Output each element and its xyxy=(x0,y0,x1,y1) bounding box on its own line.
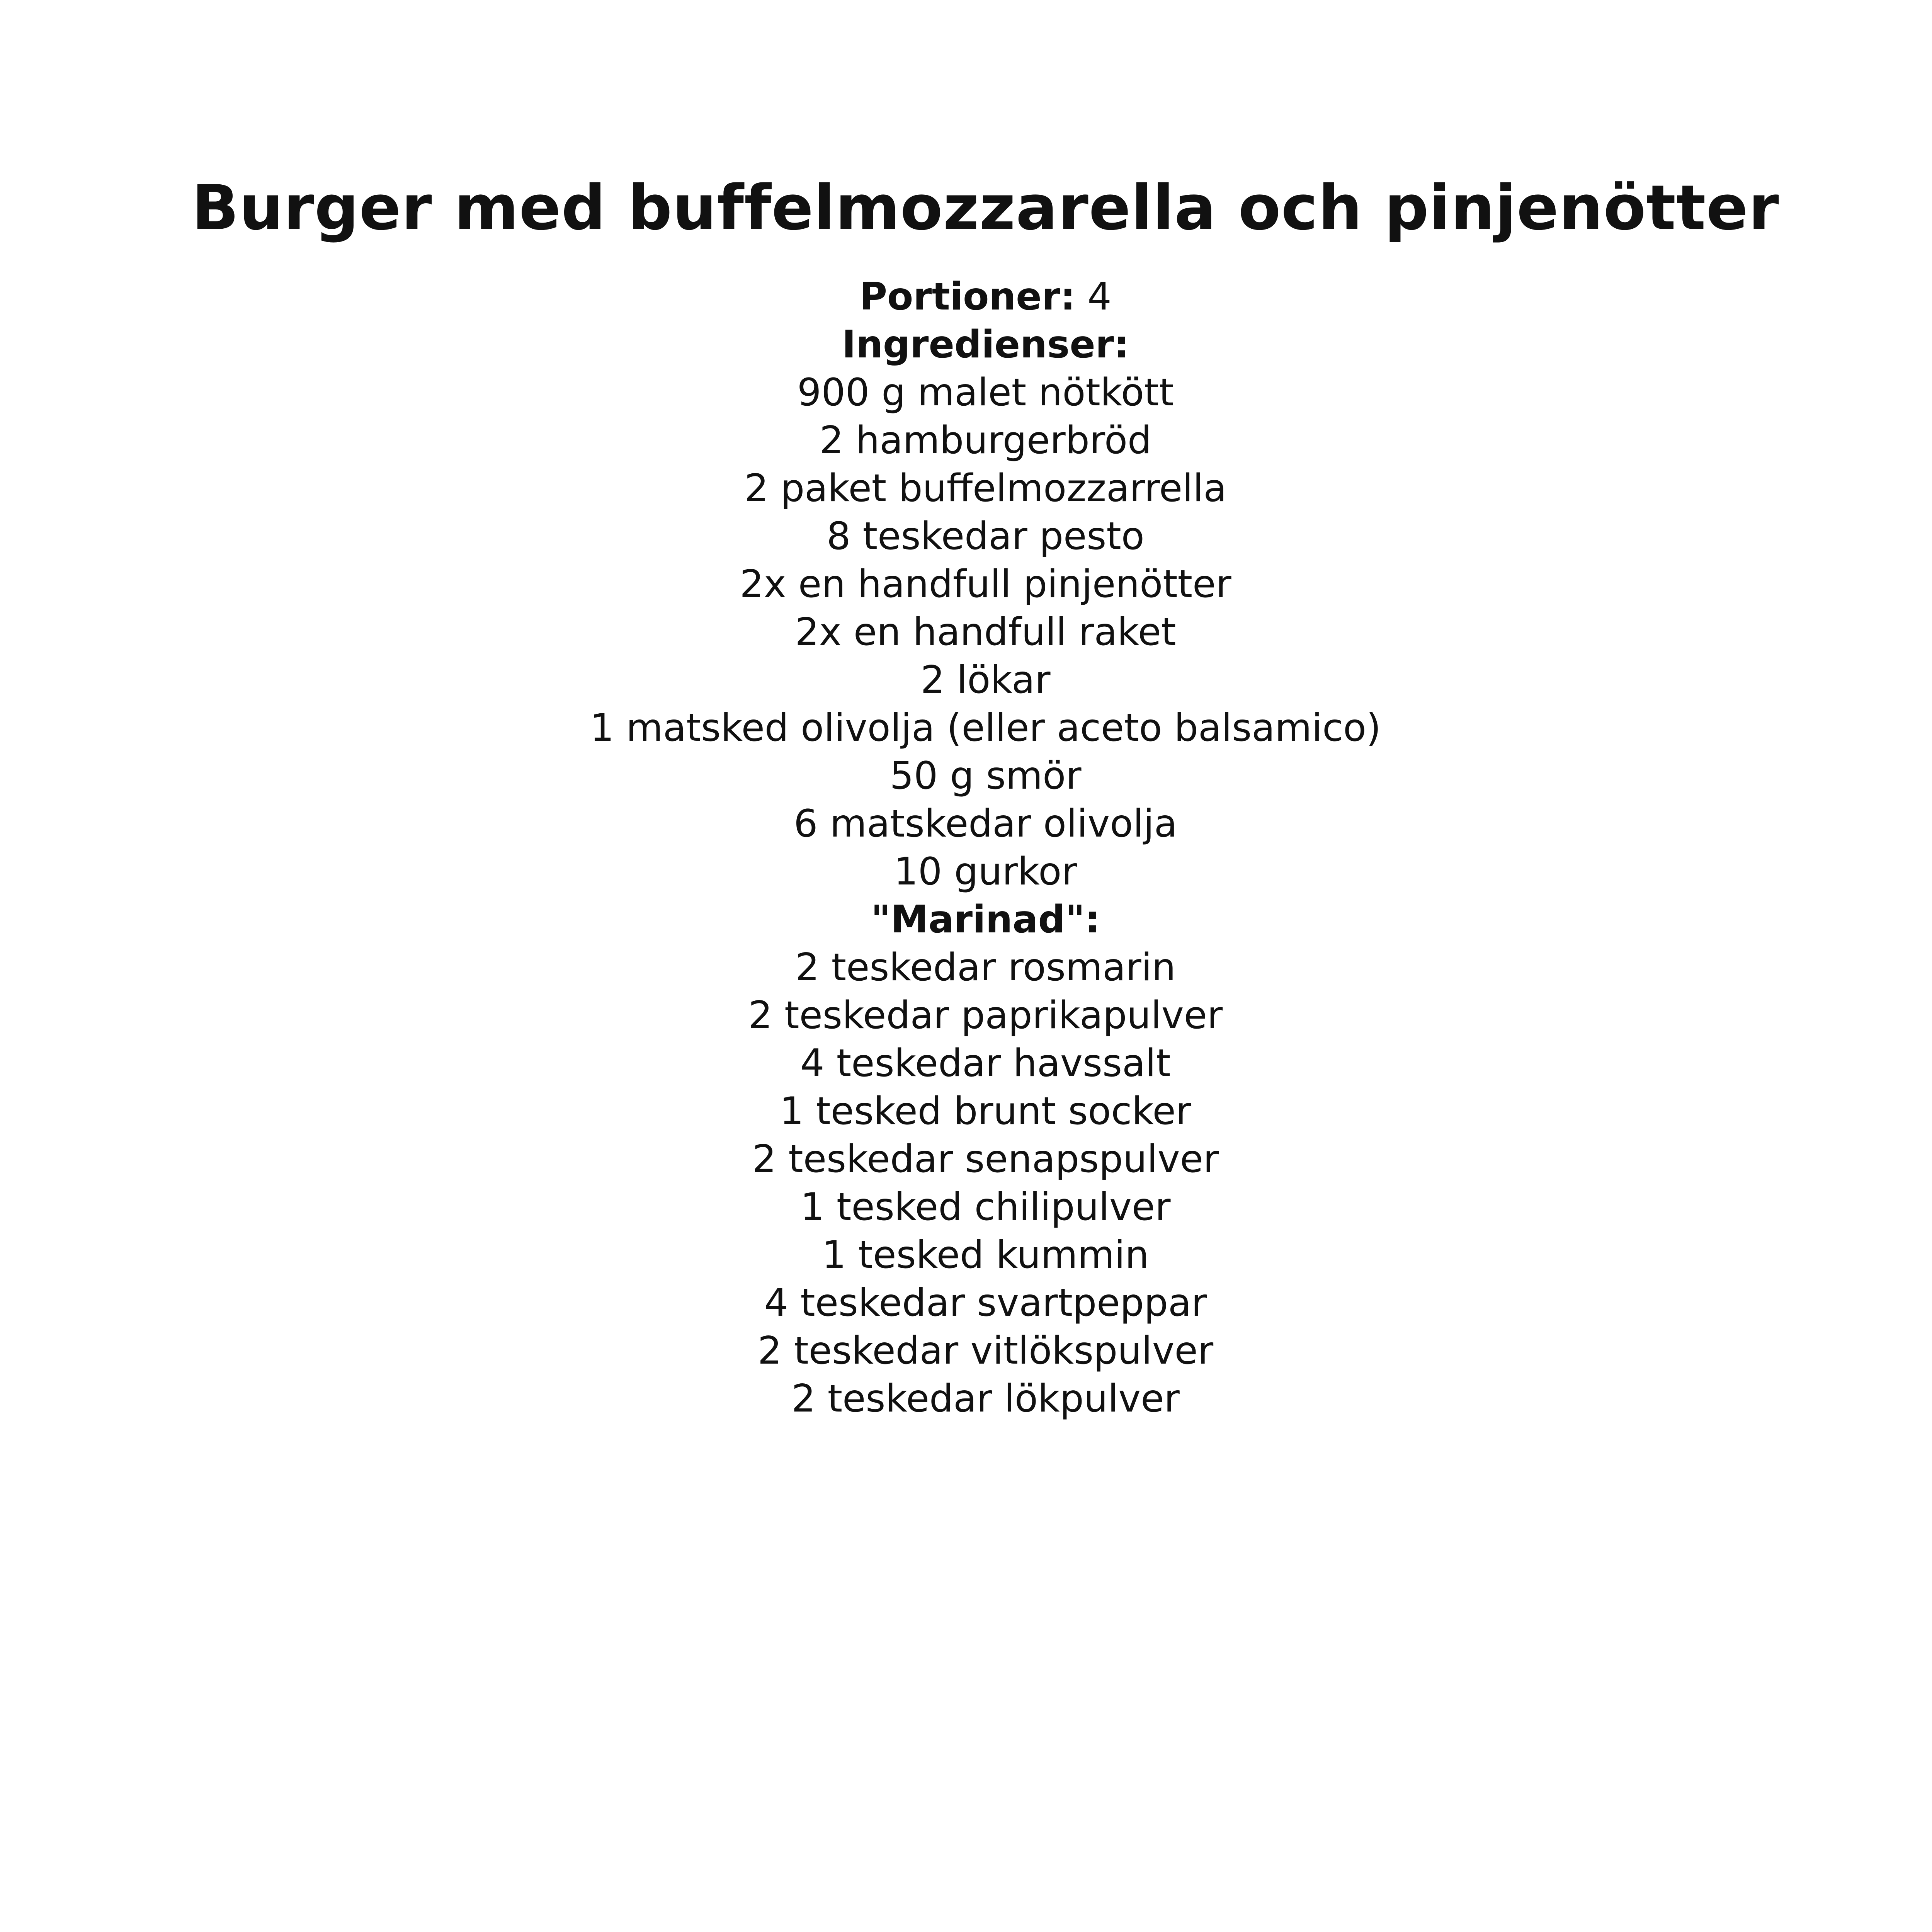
ingredient-item: 50 g smör xyxy=(889,754,1082,798)
ingredient-item: 1 matsked olivolja (eller aceto balsamico) xyxy=(590,706,1381,750)
marinade-item: 1 tesked chilipulver xyxy=(800,1185,1171,1229)
recipe-body xyxy=(0,273,1932,1423)
recipe-title: Burger med buffelmozzarella och pinjenötter xyxy=(192,172,1779,244)
ingredient-item: 2 lökar xyxy=(920,658,1051,702)
marinade-item: 1 tesked brunt socker xyxy=(779,1089,1192,1133)
ingredient-item: 10 gurkor xyxy=(894,850,1077,894)
ingredient-item: 2 hamburgerbröd xyxy=(819,418,1152,463)
marinade-heading: "Marinad": xyxy=(871,898,1100,942)
marinade-item: 2 teskedar senapspulver xyxy=(752,1137,1219,1181)
marinade-item: 1 tesked kummin xyxy=(822,1233,1149,1277)
marinade-item: 4 teskedar havssalt xyxy=(800,1041,1171,1085)
servings-value: 4 xyxy=(1087,275,1112,319)
marinade-item: 2 teskedar rosmarin xyxy=(795,946,1176,990)
servings-label: Portioner: xyxy=(859,275,1076,319)
ingredient-item: 2x en handfull raket xyxy=(795,610,1176,654)
ingredient-item: 8 teskedar pesto xyxy=(827,514,1145,558)
ingredient-item: 6 matskedar olivolja xyxy=(794,802,1177,846)
ingredient-item: 900 g malet nötkött xyxy=(797,371,1174,415)
ingredient-item: 2 paket buffelmozzarrella xyxy=(744,466,1227,510)
marinade-item: 2 teskedar vitlökspulver xyxy=(757,1329,1214,1373)
marinade-item: 2 teskedar lökpulver xyxy=(791,1377,1180,1421)
marinade-item: 4 teskedar svartpeppar xyxy=(764,1281,1207,1325)
servings-line xyxy=(0,273,1932,321)
marinade-item: 2 teskedar paprikapulver xyxy=(748,993,1223,1037)
ingredient-item: 2x en handfull pinjenötter xyxy=(740,562,1231,606)
ingredients-heading: Ingredienser: xyxy=(842,323,1129,367)
